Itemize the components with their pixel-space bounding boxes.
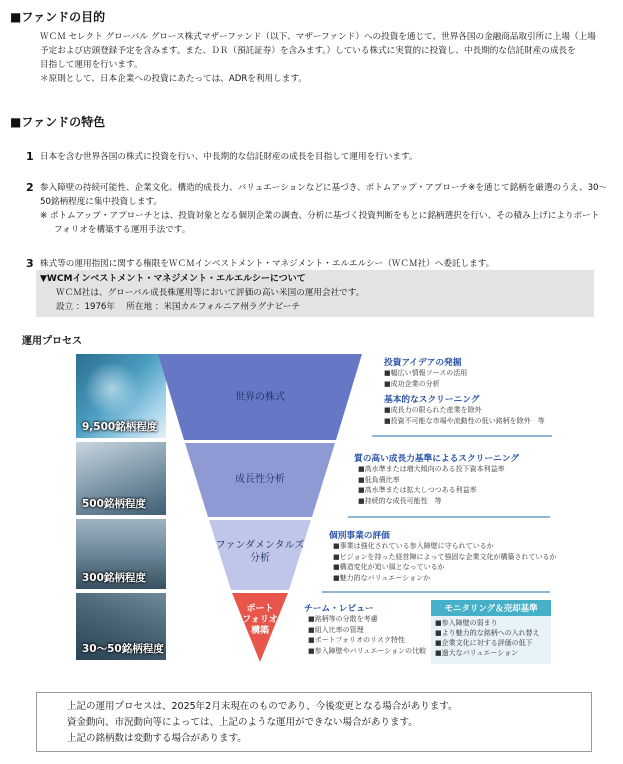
step-item: ■成長力の限られた産業を除外 (384, 406, 482, 414)
section-title-features: ■ファンドの特色 (10, 115, 106, 129)
step-item: ■銘柄等の分散を考慮 (308, 615, 378, 623)
step-heading: 基本的なスクリーニング (384, 395, 480, 405)
step-item: ■高水準または拡大しつつある利益率 (358, 486, 477, 494)
purpose-line: ＷＣＭ セレクト グローバル グロース株式マザーファンド（以下、マザーファンド）への投資を通じて、世界各国の金融商品取引所に上場（上場 (40, 32, 596, 42)
monitoring-list (431, 616, 551, 658)
feature-number: 1 (26, 150, 34, 163)
step-item: ■事業は強化されている参入障壁に守られているか (333, 542, 494, 550)
monitoring-box (431, 600, 551, 664)
monitoring-item: ■企業文化に対する評価の低下 (435, 639, 533, 647)
step-item: ■幅広い情報ソースの活用 (384, 369, 468, 377)
tier-label-world: 世界の株式 (235, 392, 285, 403)
step-item: ■構造変化が追い風となっているか (333, 563, 445, 571)
stock-count-label: 300銘柄程度 (82, 572, 146, 584)
process-step-business-evaluation (329, 529, 589, 583)
process-step-idea (384, 356, 604, 389)
divider (348, 516, 550, 518)
step-item: ■成功企業の分析 (384, 379, 440, 388)
wcm-box-desc: ＷＣＭ社は、グローバル成長株運用等において評価の高い米国の運用会社です。 (56, 288, 365, 298)
stock-count-label: 9,500銘柄程度 (82, 421, 158, 433)
process-step-quality-screening (354, 452, 594, 506)
wcm-box-title: ▼WCMインベストメント・マネジメント・エルエルシーについて (40, 274, 306, 284)
section-title-purpose: ■ファンドの目的 (10, 10, 106, 24)
process-step-team-review (304, 602, 434, 656)
monitoring-title: モニタリング＆売却基準 (431, 600, 551, 616)
purpose-line: 予定および店頭登録予定を含みます。また、ＤＲ（預託証券）を含みます。）している株式に実質的に投資し、中長期的な信託財産の成長を (40, 46, 576, 56)
bottom-up-note (40, 209, 615, 237)
process-step-basic-screening (384, 393, 609, 426)
step-heading: 個別事業の評価 (329, 531, 390, 541)
step-heading: 質の高い成長力基準によるスクリーニング (354, 454, 519, 464)
disclaimer-line: 上記の銘柄数は変動する場合があります。 (67, 733, 247, 744)
step-item: ■魅力的なバリュエーションか (333, 573, 431, 582)
divider (322, 591, 550, 593)
step-item: ■参入障壁やバリュエーションの比較 (308, 646, 427, 655)
divider (372, 435, 552, 437)
purpose-body (40, 30, 618, 86)
step-heading: 投資アイデアの発掘 (384, 358, 462, 368)
wcm-box-founded: 設立 ：1976年 所在地 ：米国カルフォルニア州ラグナビーチ (56, 302, 301, 312)
feature-number: 3 (26, 257, 34, 270)
stock-count-label: 500銘柄程度 (82, 498, 146, 510)
step-item: ■低負債比率 (358, 475, 400, 484)
step-item: ■ビジョンを持った経営陣によって強固な企業文化が構築されているか (333, 552, 557, 561)
feature-2-line: 50銘柄程度に集中投資します。 (40, 197, 162, 207)
disclaimer-box (36, 692, 592, 752)
feature-1-text: 日本を含む世界各国の株式に投資を行い、中長期的な信託財産の成長を目指して運用を行います。 (40, 152, 418, 162)
purpose-note: ＊原則として、日本企業への投資にあたっては、ADRを利用します。 (40, 74, 307, 84)
wcm-info-box (36, 270, 594, 317)
tier-label-portfolio: ポート フォリオ 構築 (242, 604, 278, 636)
photo-texture (82, 364, 142, 414)
monitoring-item: ■参入障壁の弱まり (435, 619, 498, 627)
step-item: ■組入比率の管理 (308, 625, 364, 634)
stock-count-label: 30～50銘柄程度 (82, 643, 164, 655)
feature-2-text (40, 181, 615, 209)
purpose-line: 目指して運用を行います。 (40, 60, 143, 70)
note-line: フォリオを構築する運用手法です。 (54, 225, 191, 235)
tier-label-fundamental: ファンダメンタルズ 分析 (215, 540, 305, 564)
monitoring-item: ■過大なバリュエーション (435, 649, 519, 657)
step-item: ■高水準または増大傾向のある投下資本利益率 (358, 465, 505, 473)
note-line: ※ ボトムアップ・アプローチとは、投資対象となる個別企業の調査、分析に基づく投資判断をもとに銘柄選択を行い、その積み上げによりポート (40, 211, 600, 221)
tier-label-growth: 成長性分析 (235, 474, 285, 485)
step-heading: チーム・レビュー (304, 604, 374, 614)
process-title: 運用プロセス (22, 336, 82, 347)
disclaimer-text (67, 699, 457, 747)
disclaimer-line: 資金動向、市況動向等によっては、上記のような運用ができない場合があります。 (67, 717, 418, 728)
step-item: ■ポートフォリオのリスク特性 (308, 636, 405, 644)
disclaimer-line: 上記の運用プロセスは、2025年2月末現在のものであり、今後変更となる場合があります。 (67, 701, 458, 712)
step-item: ■持続的な成長可能性 等 (358, 496, 442, 505)
feature-2-line: 参入障壁の持続可能性、企業文化、構造的成長力、バリュエーションなどに基づき、ボトムアップ・アプローチ※を通じて銘柄を厳選のうえ、30～ (40, 183, 608, 193)
monitoring-item: ■より魅力的な銘柄への入れ替え (435, 629, 540, 637)
step-item: ■投資不可能な市場や流動性の低い銘柄を除外 等 (384, 416, 545, 425)
feature-number: 2 (26, 181, 34, 194)
feature-3-text: 株式等の運用指図に関する権限をＷＣＭインベストメント・マネジメント・エルエルシー（ＷＣＭ社）へ委託します。 (40, 259, 495, 269)
